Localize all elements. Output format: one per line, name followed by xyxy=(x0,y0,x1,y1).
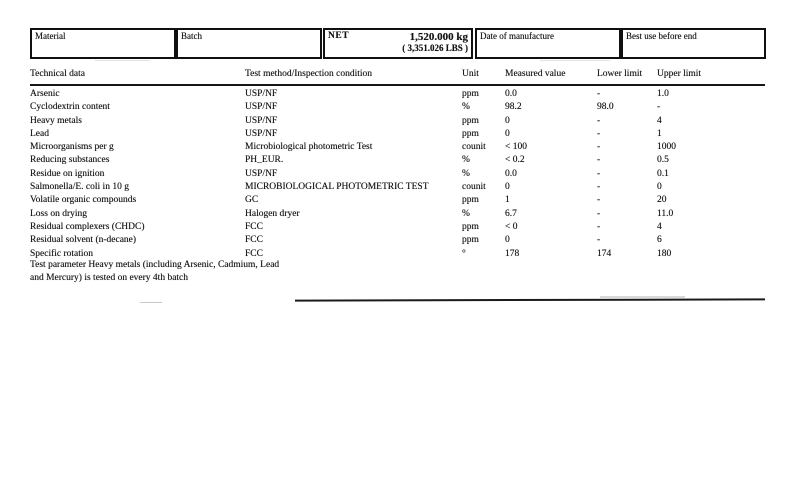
table-row xyxy=(30,221,760,234)
cell-lower-limit: - xyxy=(597,208,601,219)
cell-upper-limit: 20 xyxy=(657,195,667,206)
cell-test-method: USP/NF xyxy=(245,168,278,179)
cell-technical-data: Residue on ignition xyxy=(30,168,105,179)
best-use-before-box xyxy=(621,28,766,59)
table-row xyxy=(30,128,760,141)
header-rule xyxy=(30,84,765,86)
cell-measured-value: 0 xyxy=(505,128,510,139)
cell-lower-limit: - xyxy=(597,128,601,139)
cell-measured-value: < 100 xyxy=(505,142,527,153)
cell-upper-limit: 4 xyxy=(657,221,662,232)
cell-technical-data: Reducing substances xyxy=(30,155,110,166)
cell-upper-limit: 0.5 xyxy=(657,155,669,166)
best-use-before-label: Best use before end xyxy=(626,31,697,41)
separator-line xyxy=(295,298,765,301)
footnote-line-1: Test parameter Heavy metals (including Arsenic, Cadmium, Lead xyxy=(30,260,280,270)
net-label: NET xyxy=(328,31,350,41)
cell-technical-data: Arsenic xyxy=(30,89,60,99)
cell-lower-limit: 174 xyxy=(597,248,612,259)
material-label: Material xyxy=(35,31,66,41)
col-measured-value: Measured value xyxy=(505,69,566,79)
cell-technical-data: Cyclodextrin content xyxy=(30,102,110,113)
cell-upper-limit: 1000 xyxy=(657,142,676,153)
table-row xyxy=(30,141,760,154)
net-value-kg: 1,520.000 kg xyxy=(409,31,468,43)
table-row xyxy=(30,234,760,247)
cell-lower-limit: - xyxy=(597,221,601,232)
cell-upper-limit: 4 xyxy=(657,115,662,126)
net-box xyxy=(323,28,473,59)
cell-upper-limit: 0 xyxy=(657,182,662,193)
cell-technical-data: Volatile organic compounds xyxy=(30,195,137,206)
net-values xyxy=(402,32,468,56)
cell-unit: % xyxy=(462,155,470,166)
cell-test-method: MICROBIOLOGICAL PHOTOMETRIC TEST xyxy=(245,182,429,193)
table-body xyxy=(30,88,760,261)
scan-artifact xyxy=(95,60,150,61)
table-row xyxy=(30,194,760,207)
table-row xyxy=(30,168,760,181)
cell-technical-data: Specific rotation xyxy=(30,248,94,259)
cell-unit: ppm xyxy=(462,235,479,246)
cell-unit: % xyxy=(462,102,470,113)
col-test-method: Test method/Inspection condition xyxy=(245,69,373,79)
cell-test-method: FCC xyxy=(245,221,263,232)
cell-measured-value: 6.7 xyxy=(505,208,517,219)
cell-test-method: FCC xyxy=(245,248,263,259)
cell-technical-data: Heavy metals xyxy=(30,115,82,126)
cell-lower-limit: - xyxy=(597,195,601,206)
footnote xyxy=(30,259,350,284)
table-row xyxy=(30,115,760,128)
cell-test-method: GC xyxy=(245,195,259,206)
footnote-line-2: and Mercury) is tested on every 4th batch xyxy=(30,272,189,283)
cell-test-method: USP/NF xyxy=(245,128,278,139)
cell-technical-data: Residual solvent (n-decane) xyxy=(30,235,137,246)
table-row xyxy=(30,88,760,101)
cell-upper-limit: 1 xyxy=(657,128,662,139)
cell-lower-limit: - xyxy=(597,182,601,193)
cell-unit: counit xyxy=(462,182,486,193)
cell-test-method: USP/NF xyxy=(245,115,278,126)
cell-test-method: USP/NF xyxy=(245,102,278,113)
cell-unit: counit xyxy=(462,142,486,153)
cell-measured-value: 0 xyxy=(505,182,510,193)
cell-measured-value: 0 xyxy=(505,115,510,126)
cell-measured-value: 1 xyxy=(505,195,510,206)
cell-lower-limit: - xyxy=(597,89,601,99)
cell-lower-limit: - xyxy=(597,168,601,179)
col-technical-data: Technical data xyxy=(30,69,85,79)
cell-measured-value: 98.2 xyxy=(505,102,522,113)
cell-upper-limit: 180 xyxy=(657,248,672,259)
date-of-manufacture-label: Date of manufacture xyxy=(480,31,554,41)
cell-unit: ppm xyxy=(462,195,479,206)
cell-test-method: FCC xyxy=(245,235,263,246)
cell-unit: ° xyxy=(462,248,466,259)
cell-unit: ppm xyxy=(462,128,479,139)
scan-artifact xyxy=(140,302,162,303)
date-of-manufacture-box xyxy=(475,28,621,59)
cell-lower-limit: - xyxy=(597,115,601,126)
table-row xyxy=(30,181,760,194)
cell-upper-limit: - xyxy=(657,102,661,113)
cell-unit: % xyxy=(462,208,470,219)
cell-test-method: Halogen dryer xyxy=(245,208,300,219)
batch-label: Batch xyxy=(181,31,202,41)
cell-measured-value: 178 xyxy=(505,248,520,259)
cell-upper-limit: 11.0 xyxy=(657,208,674,219)
table-header xyxy=(30,69,760,79)
cell-unit: ppm xyxy=(462,115,479,126)
col-lower-limit: Lower limit xyxy=(597,69,643,79)
batch-box xyxy=(176,28,322,59)
cell-lower-limit: - xyxy=(597,142,601,153)
scan-artifact xyxy=(540,60,610,61)
cell-upper-limit: 0.1 xyxy=(657,168,669,179)
material-box xyxy=(30,28,176,59)
cell-technical-data: Lead xyxy=(30,128,49,139)
table-row xyxy=(30,101,760,114)
col-unit: Unit xyxy=(462,69,479,79)
cell-technical-data: Microorganisms per g xyxy=(30,142,114,153)
net-value-lbs: ( 3,351.026 LBS ) xyxy=(402,42,468,53)
cell-lower-limit: 98.0 xyxy=(597,102,614,113)
cell-technical-data: Loss on drying xyxy=(30,208,87,219)
scan-artifact xyxy=(600,296,685,298)
cell-test-method: PH_EUR. xyxy=(245,155,284,166)
cell-measured-value: 0.0 xyxy=(505,89,517,99)
cell-measured-value: < 0 xyxy=(505,221,518,232)
cell-measured-value: < 0.2 xyxy=(505,155,525,166)
cell-unit: % xyxy=(462,168,470,179)
cell-unit: ppm xyxy=(462,221,479,232)
cell-test-method: USP/NF xyxy=(245,89,278,99)
cell-technical-data: Residual complexers (CHDC) xyxy=(30,221,145,232)
cell-measured-value: 0.0 xyxy=(505,168,517,179)
cell-upper-limit: 1.0 xyxy=(657,89,669,99)
col-upper-limit: Upper limit xyxy=(657,69,702,79)
table-row xyxy=(30,154,760,167)
cell-lower-limit: - xyxy=(597,155,601,166)
cell-test-method: Microbiological photometric Test xyxy=(245,142,373,153)
table-row xyxy=(30,208,760,221)
cell-upper-limit: 6 xyxy=(657,235,662,246)
cell-unit: ppm xyxy=(462,89,479,99)
cell-technical-data: Salmonella/E. coli in 10 g xyxy=(30,182,129,193)
cell-lower-limit: - xyxy=(597,235,601,246)
cell-measured-value: 0 xyxy=(505,235,510,246)
